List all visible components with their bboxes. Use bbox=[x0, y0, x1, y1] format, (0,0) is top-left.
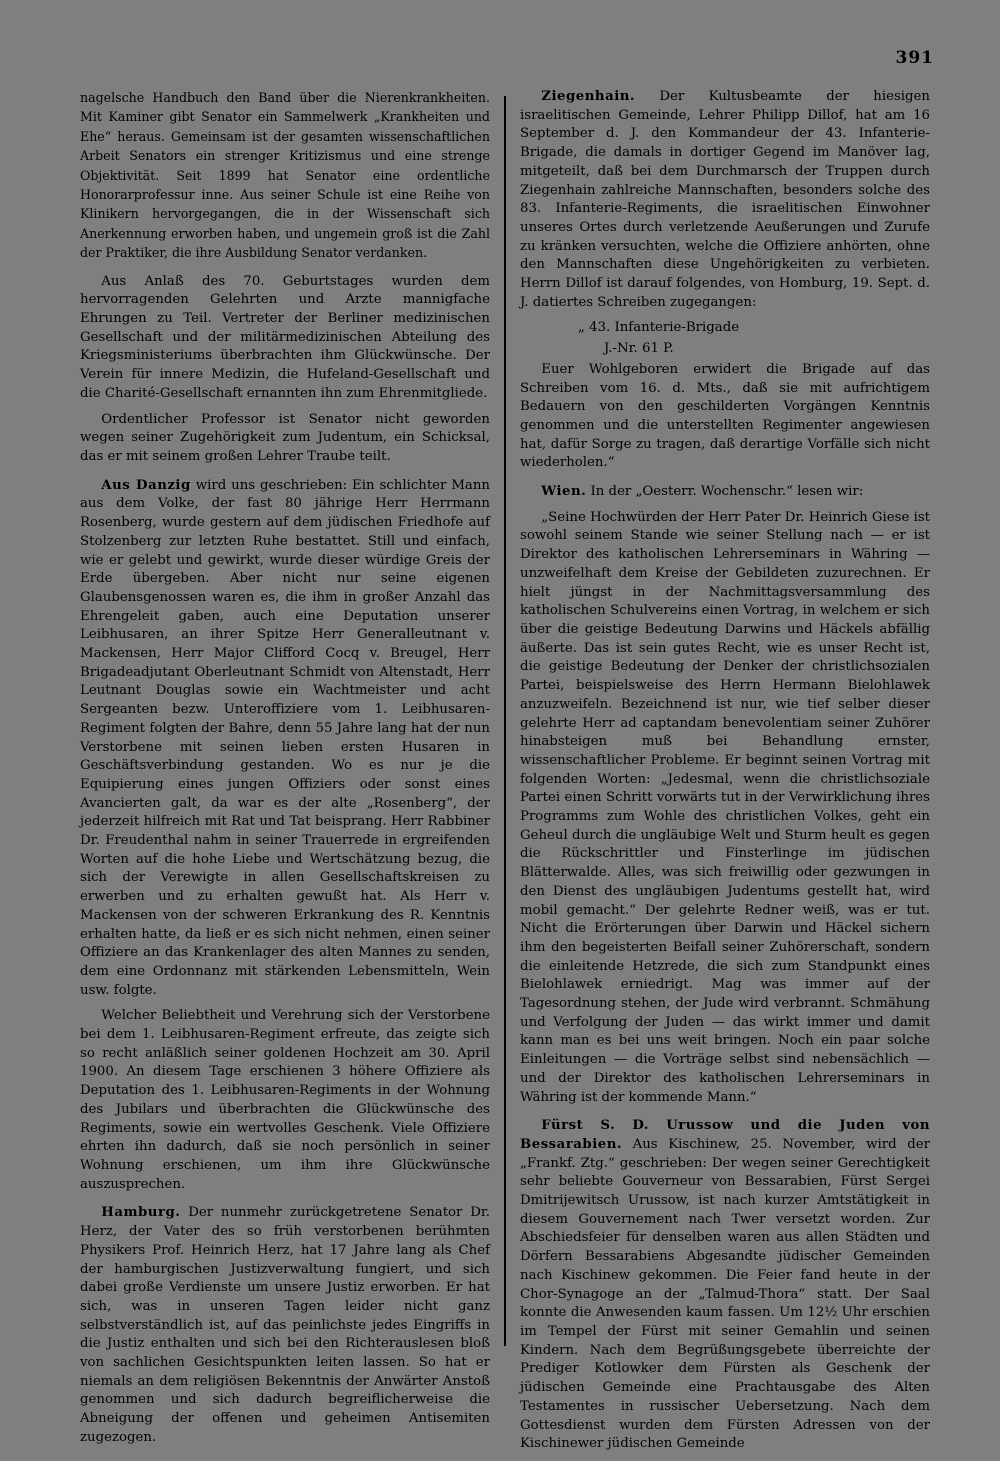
danzig-text-1: wird uns geschrieben: Ein schlichter Mann aus dem Volke, der fast 80 jährige Herr Herrmann Rosenberg, wurde gestern auf dem jüdischen Friedhofe auf Stolzenberg zur letzten Ruhe bestattet. Still und einfach, wie er gelebt und gewirkt, wurde dieser würdige Greis der Erde übergeben. Aber nicht nur seine eigenen Glaubensgenossen waren es, die ihm in großer Anzahl das Ehrengeleit gaben, auch eine Deputation unserer Leibhusaren, an ihrer Spitze Herr Generalleutnant v. Mackensen, Herr Major Clifford Cocq v. Breugel, Herr Brigadeadjutant Oberleutnant Schmidt von Altenstadt, Herr Leutnant Douglas sowie ein Wachtmeister und acht Sergeanten bezw. Unteroffiziere vom 1. Leibhusaren-Regiment folgten der Bahre, denn 55 Jahre lang hat der nun Verstorbene mit seinen lieben ersten Husaren in Geschäftsverbindung gestanden. Wo es nur je die Equipierung eines jungen Offiziers oder sonst eines Avancierten galt, da war es der alte „Rosenberg“, der jederzeit hilfreich mit Rat und Tat beisprang. Herr Rabbiner Dr. Freudenthal nahm in seiner Trauerrede in ergreifenden Worten auf die hohe Liebe und Wertschätzung bezug, die sich der Verewigte in allen Gesellschaftskreisen zu erwerben und zu erhalten gewußt hat. Als Herr v. Mackensen von der schweren Erkrankung des R. Kenntnis erhalten hatte, da ließ er es sich nicht nehmen, einen seiner Offiziere an das Krankenlager des alten Mannes zu senden, dem eine Ordonnanz mit stärkenden Lebensmitteln, Wein usw. folgte. bbox=[80, 477, 490, 998]
page-number: 391 bbox=[895, 48, 934, 68]
ziegenhain-heading: Ziegenhain. bbox=[541, 89, 636, 104]
wien-text-1: In der „Oesterr. Wochenschr.“ lesen wir: bbox=[586, 484, 864, 500]
fuerst-article bbox=[520, 1117, 930, 1454]
ziegenhain-article bbox=[520, 88, 930, 312]
hamburg-text: Der nunmehr zurückgetretene Senator Dr. Herz, der Vater des so früh verstorbenen berühmten Physikers Prof. Heinrich Herz, hat 17 Jahre lang als Chef der hamburgischen Justizverwaltung fungiert, und sich dabei große Verdienste um unsere Justiz erworben. Er hat sich, was in unseren Tagen leider nicht ganz selbstverständlich ist, auf das peinlichste jedes Eingriffs in die Justiz enthalten und sich bei den Richterauslesen bloß von sachlichen Gesichtspunkten leiten lassen. So hat er niemals an dem religiösen Bekenntnis der Anwärter Anstoß genommen und sich dadurch begreiflicherweise die Abneigung der offenen und geheimen Antisemiten zugezogen. bbox=[80, 1205, 490, 1445]
column-divider bbox=[504, 96, 506, 1346]
hamburg-article bbox=[80, 1204, 490, 1447]
letter-header-line-2: J.-Nr. 61 P. bbox=[604, 341, 674, 357]
danzig-heading: Aus Danzig bbox=[101, 477, 191, 493]
senator-paragraph-1: nagelsche Handbuch den Band über die Nierenkrankheiten. Mit Kaminer gibt Senator ein Sammelwerk „Krankheiten und Ehe“ heraus. Gemeinsam ist der gesamten wissenschaftlichen Arbeit Senators ein strenger Kritizismus und eine strenge Objektivität. Seit 1899 hat Senator eine ordentliche Honorarprofessur inne. Aus seiner Schule ist eine Reihe von Klinikern hervorgegangen, die in der Wissenschaft sich Anerkennung erworben haben, und ungemein groß ist die Zahl der Praktiker, die ihre Ausbildung Senator verdanken. bbox=[80, 90, 490, 261]
fuerst-text: Aus Kischinew, 25. November, wird der „Frankf. Ztg.“ geschrieben: Der wegen seiner Gerechtigkeit sehr beliebte Gouverneur von Bessarabien, Fürst Sergei Dmitrijewitsch Urussow, ist nach kurzer Amtstätigkeit in diesem Gouvernement nach Twer versetzt worden. Zur Abschiedsfeier für denselben waren aus allen Städten und Dörfern Bessarabiens Abgesandte jüdischer Gemeinden nach Kischinew gekommen. Die Feier fand heute in der Chor-Synagoge an der „Talmud-Thora“ statt. Der Saal konnte die Anwesenden kaum fassen. Um 12½ Uhr erschien im Tempel der Fürst mit seiner Gemahlin und seinen Kindern. Nach dem Begrüßungsgebete überreichte der Prediger Kotlowker dem Fürsten als Geschenk der jüdischen Gemeinde eine Prachtausgabe des Alten Testamentes in russischer Uebersetzung. Nach dem Gottesdienst wurden dem Fürsten Adressen von der Kischinewer jüdischen Gemeinde bbox=[520, 1136, 930, 1452]
left-column bbox=[80, 88, 490, 1455]
fuerst-heading: Fürst S. D. Urussow und die Juden von Bessarabien. bbox=[520, 1118, 930, 1152]
danzig-paragraph-2: Welcher Beliebtheit und Verehrung sich der Verstorbene bei dem 1. Leibhusaren-Regiment erfreute, das zeigte sich so recht anläßlich seiner goldenen Hochzeit am 30. April 1900. An diesem Tage erschienen 3 höhere Offiziere als Deputation des 1. Leibhusaren-Regiments in der Wohnung des Jubilars und überbrachten die Glückwünsche des Regiments, sowie ein wertvolles Geschenk. Viele Offiziere ehrten ihn dadurch, daß sie noch persönlich in seiner Wohnung erschienen, um ihm ihre Glückwünsche auszusprechen. bbox=[80, 1008, 490, 1192]
ziegenhain-paragraph-2: Euer Wohlgeboren erwidert die Brigade auf das Schreiben vom 16. d. Mts., daß sie mit aufrichtigem Bedauern von den geschilderten Vorgängen Kenntnis genommen und die unterstellten Regimenter angewiesen hat, dafür Sorge zu tragen, daß derartige Vorfälle sich nicht wiederholen.“ bbox=[520, 361, 930, 471]
senator-paragraph-3: Ordentlicher Professor ist Senator nicht geworden wegen seiner Zugehörigkeit zum Judentum, ein Schicksal, das er mit seinem großen Lehrer Traube teilt. bbox=[80, 411, 490, 464]
danzig-article bbox=[80, 477, 490, 1001]
senator-paragraph-2: Aus Anlaß des 70. Geburtstages wurden dem hervorragenden Gelehrten und Arzte mannigfache Ehrungen zu Teil. Vertreter der Berliner medizinischen Gesellschaft und der militärmedizinischen Abteilung des Kriegsministeriums überbrachten ihm Glückwünsche. Der Verein für innere Medizin, die Hufeland-Gesellschaft und die Charité-Gesellschaft ernannten ihn zum Ehrenmitgliede. bbox=[80, 273, 490, 401]
wien-article bbox=[520, 483, 930, 502]
hamburg-heading: Hamburg. bbox=[101, 1205, 181, 1221]
ziegenhain-text-1: Der Kultusbeamte der hiesigen israelitischen Gemeinde, Lehrer Philipp Dillof, hat am 16 September d. J. den Kommandeur der 43. Infanterie-Brigade, die damals in dortiger Gegend im Manöver lag, mitgeteilt, daß bei dem Durchmarsch der Truppen durch Ziegenhain zahlreiche Mannschaften, besonders solche des 83. Infanterie-Regiments, die israelitischen Einwohner unseres Ortes durch verletzende Aeußerungen und Zurufe zu kränken versuchten, welche die Offiziere anhörten, ohne den Mannschaften diese Ungehörigkeiten zu verbieten. Herrn Dillof ist darauf folgendes, von Homburg, 19. Sept. d. J. datiertes Schreiben zugegangen: bbox=[520, 89, 930, 310]
wien-heading: Wien. bbox=[541, 484, 587, 500]
wien-paragraph-2: „Seine Hochwürden der Herr Pater Dr. Heinrich Giese ist sowohl seinem Stande wie seiner Stellung nach — er ist Direktor des katholischen Lehrerseminars in Währing — unzweifelhaft dem Kreise der Gebildeten zuzurechnen. Er hielt jüngst in der Nachmittagsversammlung des katholischen Schulvereins einen Vortrag, in welchem er sich über die geistige Bedeutung Darwins und Häckels abfällig äußerte. Das ist sein gutes Recht, wie es unser Recht ist, die geistige Bedeutung der Denker der christlichsozialen Partei, beispielsweise des Herrn Hermann Bielohlawek anzuzweifeln. Bezeichnend ist nur, wie tief selber dieser gelehrte Herr ad captandam benevolentiam seiner Zuhörer hinabsteigen muß bei Behandlung ernster, wissenschaftlicher Probleme. Er beginnt seinen Vortrag mit folgenden Worten: „Jedesmal, wenn die christlichsoziale Partei einen Schritt vorwärts tut in der Verwirklichung ihres Programms zum Wohle des christlichen Volkes, geht ein Geheul durch die ungläubige Welt und Sturm heult es gegen die Rückschrittler und Finsterlinge im jüdischen Blätterwalde. Alles, was sich freiwillig oder gezwungen in den Dienst des ungläubigen Judentums gestellt hat, wird mobil gemacht.“ Der gelehrte Redner weiß, was er tut. Nicht die Erörterungen über Darwin und Häckel sichern ihm den begeisterten Beifall seiner Zuhörerschaft, sondern die einleitende Hetzrede, die sich zum Standpunkt eines Bielohlawek erniedrigt. Mag was immer auf der Tagesordnung stehen, der Jude wird verbrannt. Schmähung und Verfolgung der Juden — das wirkt immer und damit kann man es bei uns weit bringen. Noch ein paar solche Einleitungen — die Vorträge selbst sind nebensächlich — und der Direktor des katholischen Lehrerseminars in Währing ist der kommende Mann.“ bbox=[520, 509, 930, 1105]
letter-header-line-1: „ 43. Infanterie-Brigade bbox=[578, 320, 740, 336]
right-column bbox=[520, 88, 930, 1461]
